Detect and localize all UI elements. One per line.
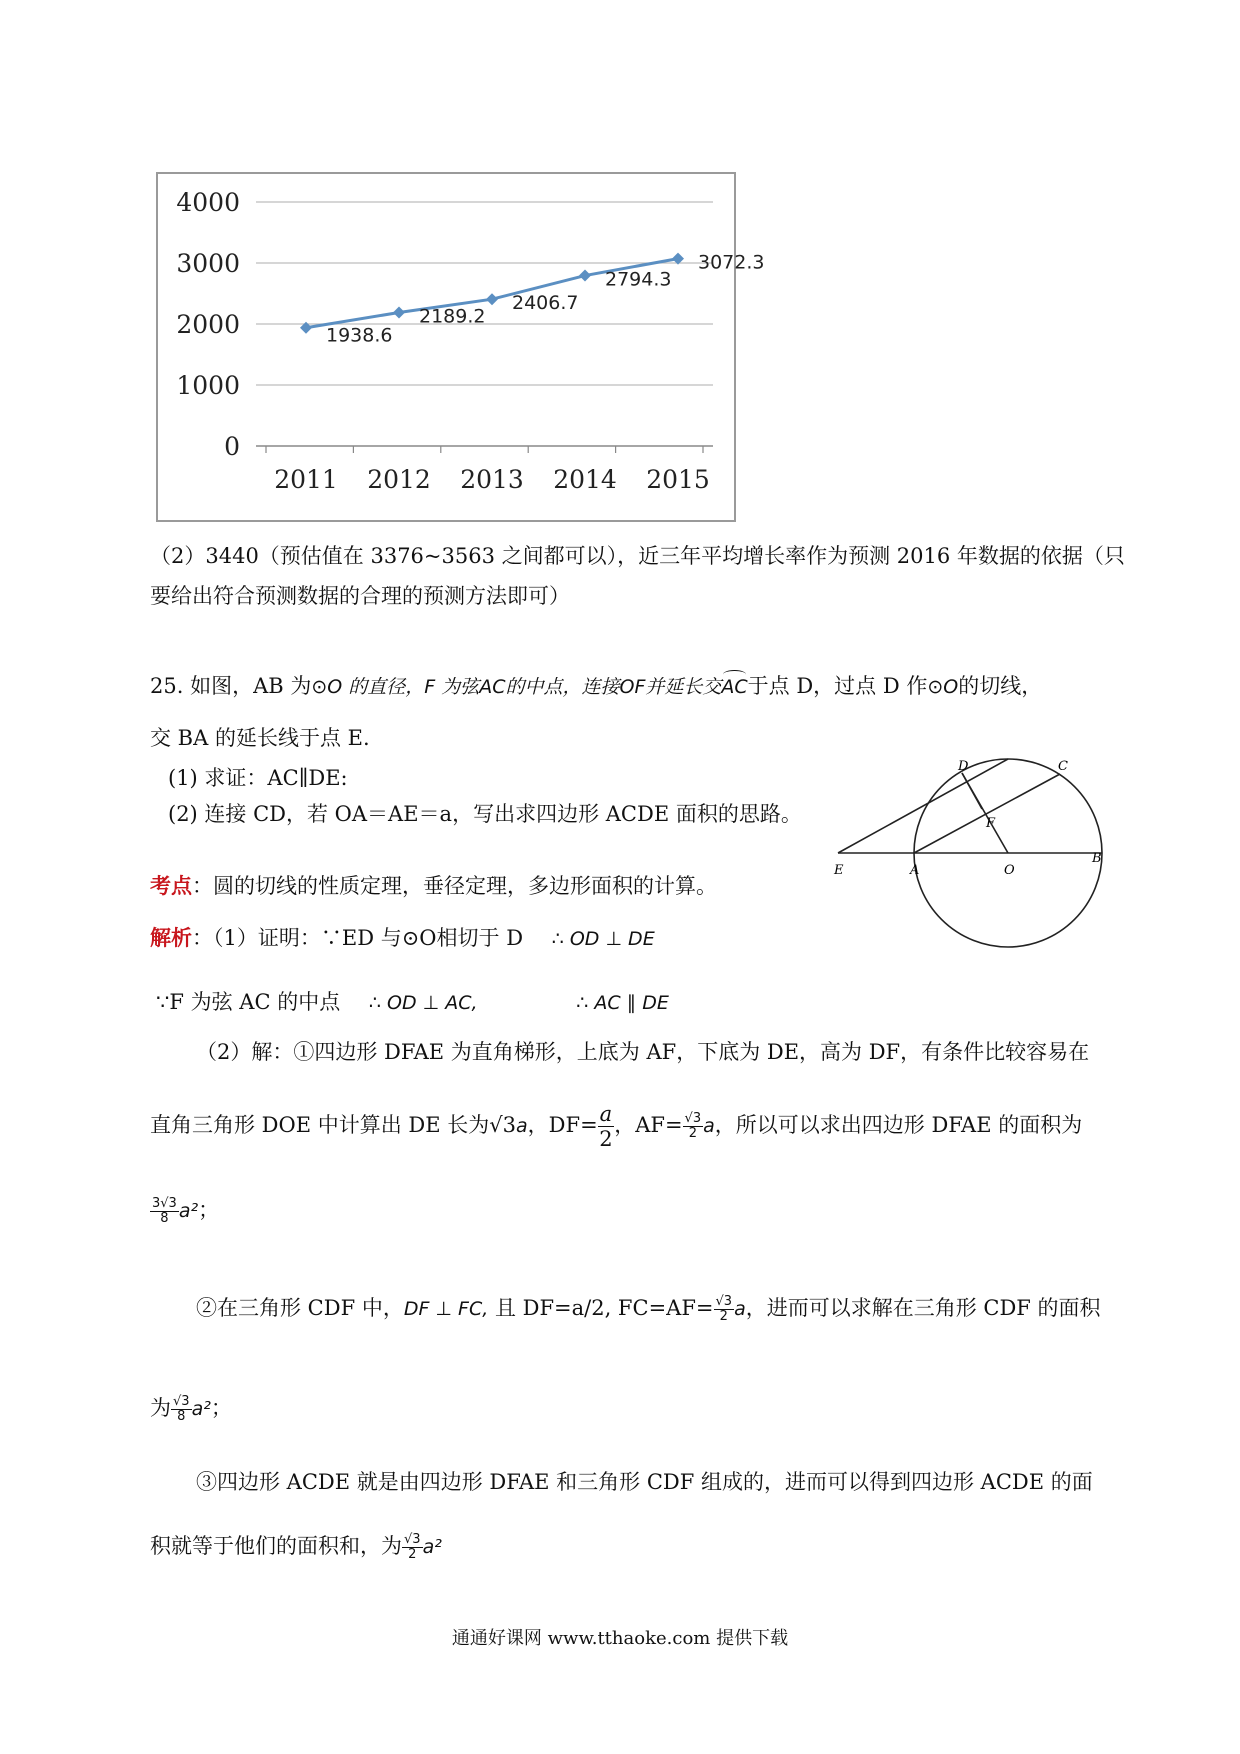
data-point — [486, 293, 498, 305]
kaodian-line — [150, 870, 717, 900]
label-o: O — [1004, 863, 1015, 878]
var-a: a — [703, 1115, 715, 1137]
jiexi-ac-parallel-de: ∴ AC ∥ DE — [576, 992, 669, 1014]
data-label: 2189.2 — [419, 305, 486, 328]
fraction-sqrt3-over-2: $\frac{√3}{2}$ — [684, 1111, 702, 1141]
fraction-sqrt3-over-2: $\frac{√3}{2}$ — [715, 1294, 733, 1324]
y-tick-label: 2000 — [176, 310, 240, 339]
y-tick-label: 0 — [224, 432, 240, 461]
x-tick-label: 2013 — [460, 465, 524, 494]
data-label: 2406.7 — [512, 292, 579, 315]
fraction-sqrt3-over-8: $\frac{√3}{8}$ — [173, 1394, 190, 1424]
de-length-text: 直角三角形 DOE 中计算出 DE 长为√3 — [150, 1113, 516, 1137]
problem-text-end: 的切线， — [958, 674, 1043, 698]
circle-o-symbol: ⊙O — [927, 676, 959, 698]
data-point — [393, 306, 405, 318]
arc-ac: AC — [721, 676, 747, 698]
problem-italic-text: ⊙O 的直径，F 为弦AC的中点，连接OF并延长交 — [311, 676, 722, 698]
label-b: B — [1092, 851, 1102, 866]
part4-line2: 积就等于他们的面积和，为 $\frac{√3}{2}$ a² — [150, 1532, 442, 1562]
jiexi-label: 解析 — [150, 925, 192, 950]
problem-25-line2: 交 BA 的延长线于点 E. — [150, 726, 370, 750]
data-label: 3072.3 — [698, 251, 765, 274]
part3-line2: 为 $\frac{√3}{8}$ a²； — [150, 1394, 232, 1424]
df-text: ，DF= — [527, 1113, 598, 1137]
fraction-3sqrt3-over-8: $\frac{3√3}{8}$ — [152, 1196, 177, 1226]
part2-answer-line2: 要给出符合预测数据的合理的预测方法即可） — [150, 584, 570, 608]
problem-number-text: 25. 如图，AB 为 — [150, 674, 312, 698]
question-2: (2) 连接 CD，若 OA＝AE＝a，写出求四边形 ACDE 面积的思路。 — [168, 802, 802, 826]
part3-line1: ②在三角形 CDF 中，DF ⊥ FC, 且 DF=a/2, FC=AF= $\frac{√3}{2}$ a，进而可以求解在三角形 CDF 的面积 — [196, 1294, 1101, 1324]
dfae-area-value: $\frac{3√3}{8}$ a²； — [152, 1196, 220, 1226]
geometry-diagram — [830, 752, 1110, 1022]
question-1: (1) 求证：AC∥DE: — [168, 766, 348, 790]
af-text: ，AF= — [614, 1113, 683, 1137]
label-f: F — [986, 816, 996, 831]
fraction-sqrt3-over-2: $\frac{√3}{2}$ — [404, 1532, 421, 1562]
x-tick-label: 2014 — [553, 465, 617, 494]
part2-answer-line1: （2）3440（预估值在 3376~3563 之间都可以），近三年平均增长率作为预测 2016 年数据的依据（只 — [150, 544, 1125, 568]
line-chart-frame — [156, 172, 765, 522]
problem-25-line1 — [150, 670, 1042, 700]
label-c: C — [1058, 759, 1068, 774]
jiexi-od-perp-ac: ∴ OD ⊥ AC, — [368, 992, 478, 1014]
x-tick-label: 2012 — [367, 465, 431, 494]
jiexi-od-perp-de: ∴ OD ⊥ DE — [551, 928, 655, 950]
fraction-a-over-2: $\frac{a}{2}$ — [599, 1102, 613, 1151]
part4-line1: ③四边形 ACDE 就是由四边形 DFAE 和三角形 CDF 组成的，进而可以得到四边形 ACDE 的面 — [196, 1470, 1093, 1494]
dfae-area-text: ，所以可以求出四边形 DFAE 的面积为 — [714, 1113, 1083, 1137]
y-tick-label: 4000 — [176, 188, 240, 217]
footer-download-note: 通通好课网 www.tthaoke.com 提供下载 — [451, 1628, 789, 1649]
y-tick-label: 3000 — [176, 249, 240, 278]
data-label: 1938.6 — [326, 324, 393, 347]
kaodian-text: ：圆的切线的性质定理，垂径定理，多边形面积的计算。 — [192, 874, 717, 898]
var-a: a — [516, 1115, 528, 1137]
data-label: 2794.3 — [605, 268, 672, 291]
a-squared: a² — [178, 1200, 199, 1222]
problem-text: 于点 D，过点 D 作 — [747, 674, 928, 698]
df-perp-fc: DF ⊥ FC, — [403, 1298, 489, 1320]
label-a: A — [910, 863, 920, 878]
jiexi-midpoint-text: ∵F 为弦 AC 的中点 — [156, 990, 341, 1014]
x-tick-label: 2011 — [274, 465, 338, 494]
label-e: E — [834, 863, 844, 878]
jiexi-line2 — [156, 986, 669, 1016]
label-d: D — [958, 759, 969, 774]
line-chart — [158, 174, 765, 520]
jiexi-line1 — [150, 922, 655, 952]
kaodian-label: 考点 — [150, 873, 192, 898]
x-tick-label: 2015 — [646, 465, 710, 494]
y-tick-label: 1000 — [176, 371, 240, 400]
data-point — [579, 270, 591, 282]
part2-solution-line1: （2）解：①四边形 DFAE 为直角梯形，上底为 AF，下底为 DE，高为 DF，有条件比较容易在 — [196, 1040, 1090, 1064]
part2-solution-line2 — [150, 1102, 1082, 1151]
jiexi-proof-text: ：（1）证明：∵ED 与⊙O相切于 D — [192, 926, 524, 950]
